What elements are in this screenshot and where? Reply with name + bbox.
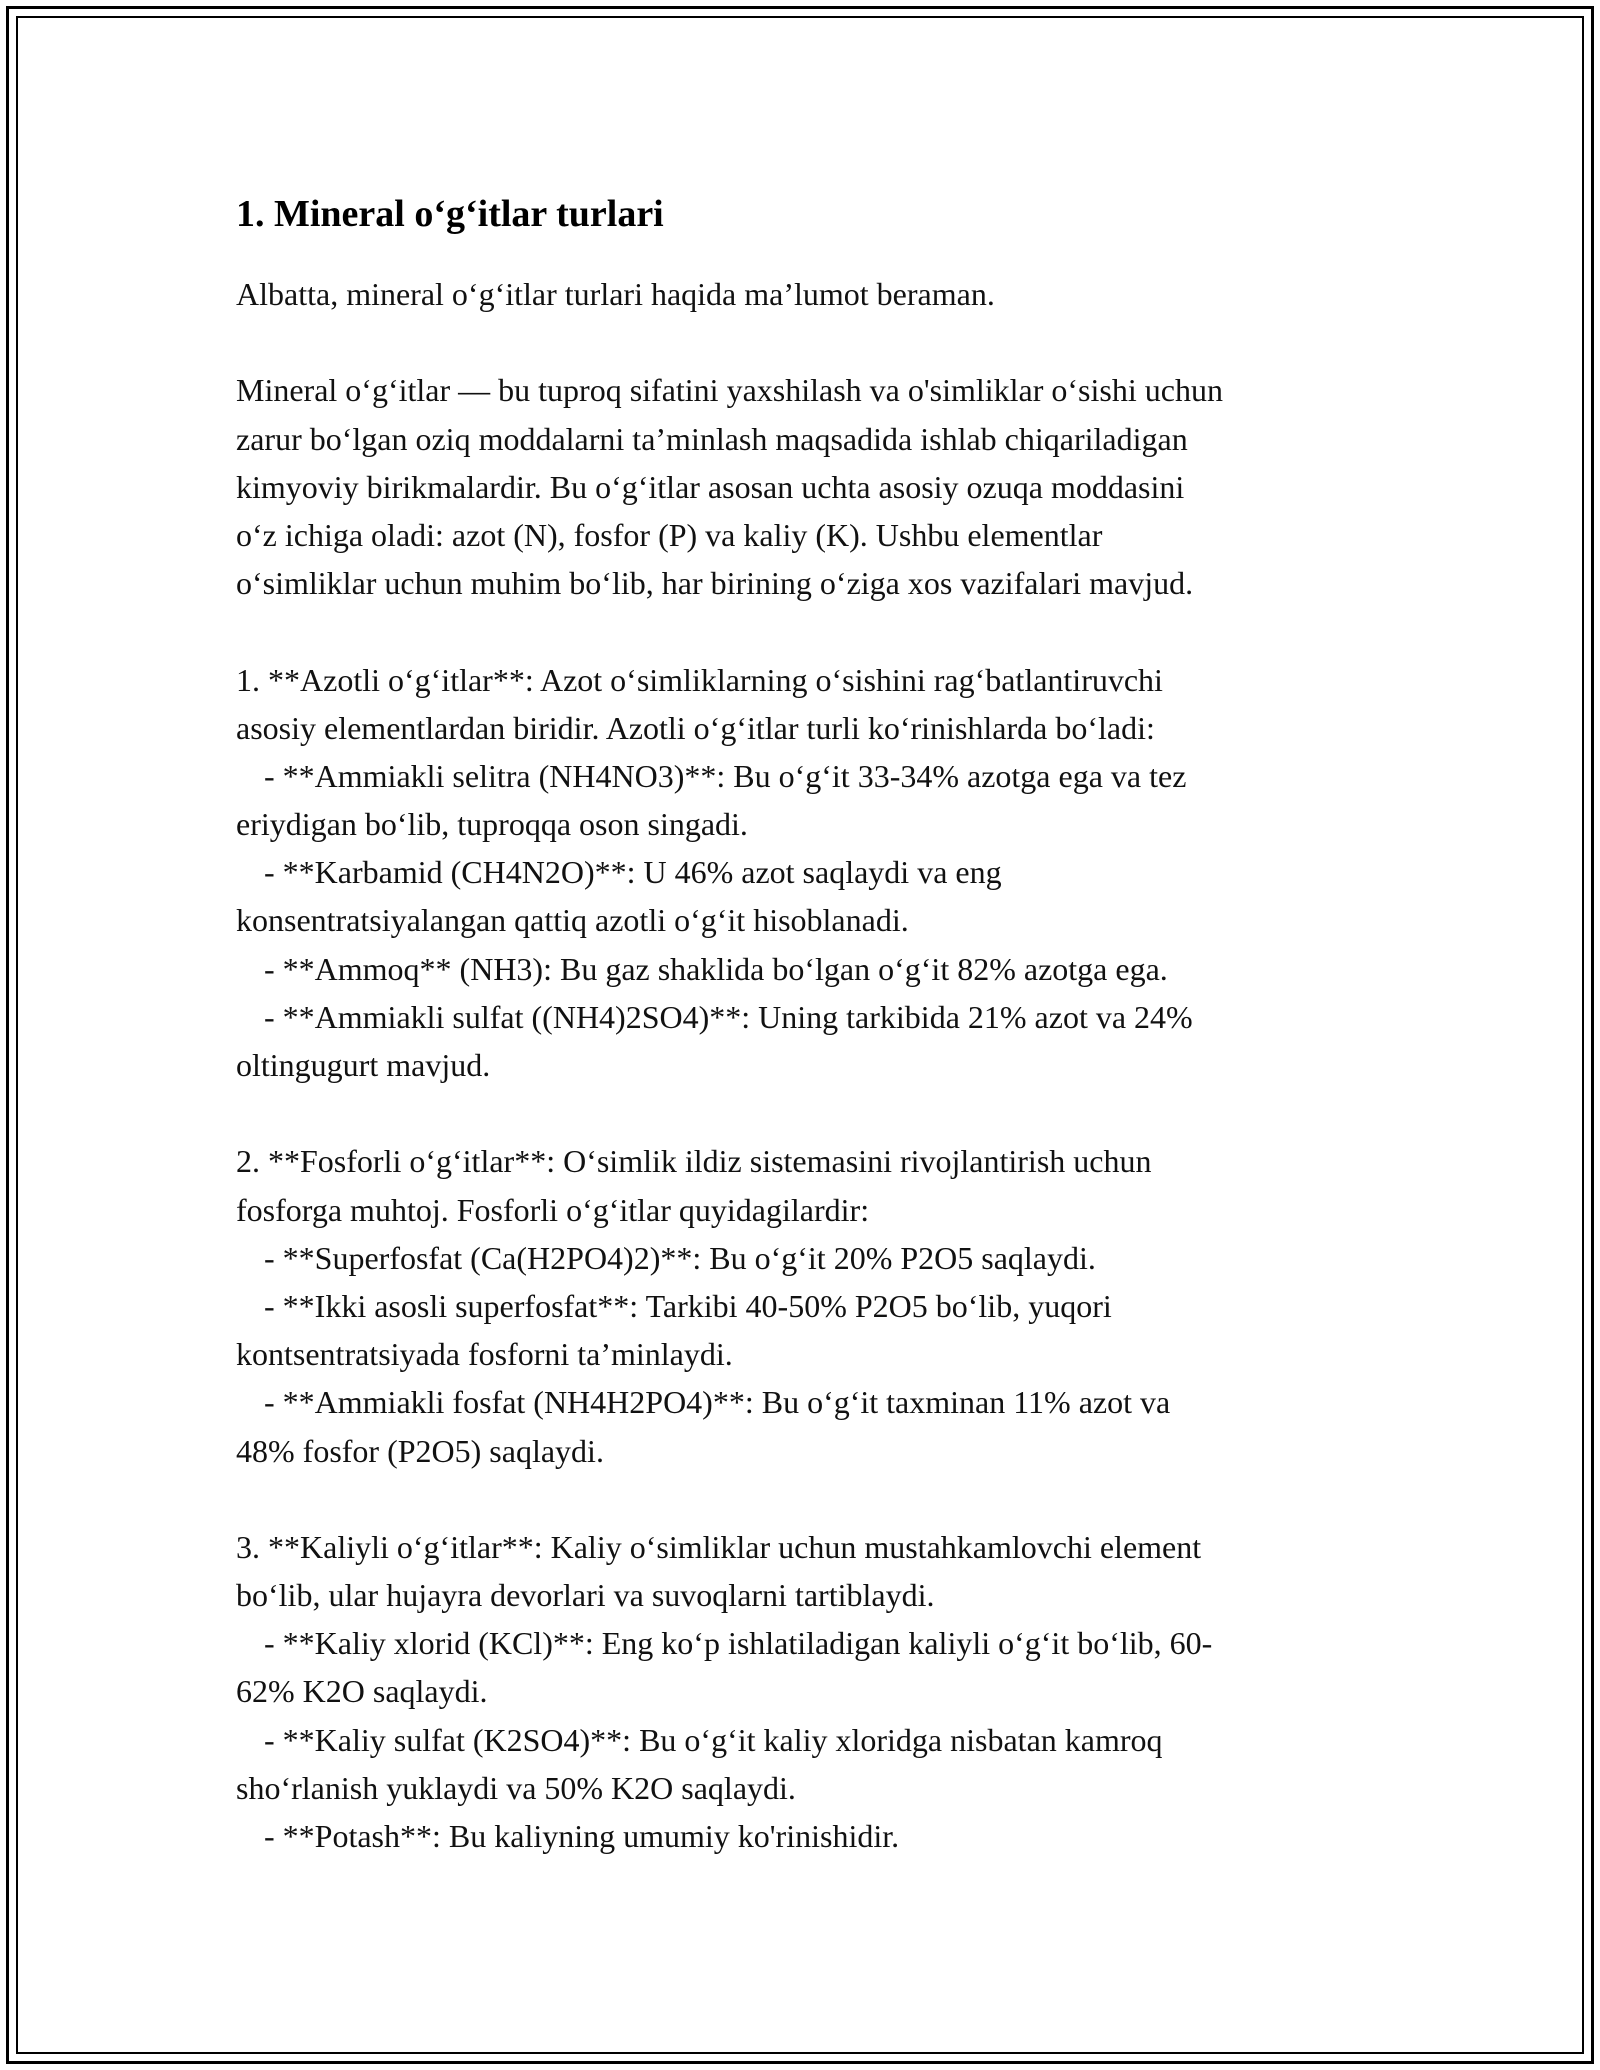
- list-item-line: - **Kaliy sulfat (K2SO4)**: Bu o‘g‘it kaliy xloridga nisbatan kamroq: [264, 1721, 1163, 1758]
- section-potassium-fertilizers: [236, 1523, 1376, 1860]
- section-heading-line: 1. **Azotli o‘g‘itlar**: Azot o‘simliklarning o‘sishini rag‘batlantiruvchi: [236, 661, 1163, 698]
- list-item: [236, 1812, 1376, 1860]
- list-item: [236, 1282, 1376, 1378]
- list-item-line: - **Karbamid (CH4N2O)**: U 46% azot saqlaydi va eng: [264, 854, 1002, 891]
- section-phosphorus-fertilizers: [236, 1137, 1376, 1474]
- section-heading-line: bo‘lib, ular hujayra devorlari va suvoqlarni tartiblaydi.: [236, 1577, 935, 1614]
- paragraph-line: zarur bo‘lgan oziq moddalarni ta’minlash maqsadida ishlab chiqariladigan: [236, 420, 1188, 457]
- list-item-line: 48% fosfor (P2O5) saqlaydi.: [236, 1432, 604, 1469]
- list-item: [236, 1619, 1376, 1715]
- list-item-line: konsentratsiyalangan qattiq azotli o‘g‘it hisoblanadi.: [236, 902, 909, 939]
- list-item: [236, 1716, 1376, 1812]
- list-item-line: - **Potash**: Bu kaliyning umumiy ko'rinishidir.: [264, 1818, 900, 1854]
- list-item-line: - **Ammiakli sulfat ((NH4)2SO4)**: Uning tarkibida 21% azot va 24%: [264, 998, 1193, 1035]
- section-heading-line: fosforga muhtoj. Fosforli o‘g‘itlar quyidagilardir:: [236, 1191, 870, 1228]
- list-item: [236, 752, 1376, 848]
- list-item-line: - **Ammiakli fosfat (NH4H2PO4)**: Bu o‘g‘it taxminan 11% azot va: [264, 1384, 1171, 1421]
- list-item-line: eriydigan bo‘lib, tuproqqa oson singadi.: [236, 806, 748, 843]
- list-item-line: - **Kaliy xlorid (KCl)**: Eng ko‘p ishlatiladigan kaliyli o‘g‘it bo‘lib, 60-: [264, 1625, 1213, 1662]
- paragraph-gap: [236, 1089, 1376, 1137]
- list-item: [236, 1234, 1376, 1282]
- list-item-line: kontsentratsiyada fosforni ta’minlaydi.: [236, 1336, 733, 1373]
- section-heading-line: 2. **Fosforli o‘g‘itlar**: O‘simlik ildiz sistemasini rivojlantirish uchun: [236, 1143, 1152, 1180]
- document-title: 1. Mineral o‘g‘itlar turlari: [236, 193, 664, 235]
- paragraph-line: Mineral o‘g‘itlar — bu tuproq sifatini yaxshilash va o'simliklar o‘sishi uchun: [236, 372, 1223, 409]
- section-nitrogen-fertilizers: [236, 656, 1376, 1090]
- list-item-line: - **Ikki asosli superfosfat**: Tarkibi 40-50% P2O5 bo‘lib, yuqori: [264, 1287, 1112, 1324]
- list-item-line: - **Ammiakli selitra (NH4NO3)**: Bu o‘g‘it 33-34% azotga ega va tez: [264, 757, 1187, 794]
- intro-line: Albatta, mineral o‘g‘itlar turlari haqida ma’lumot beraman.: [236, 276, 995, 312]
- list-item: [236, 1378, 1376, 1474]
- list-item-line: 62% K2O saqlaydi.: [236, 1673, 488, 1710]
- paragraph-line: o‘simliklar uchun muhim bo‘lib, har birining o‘ziga xos vazifalari mavjud.: [236, 565, 1194, 602]
- document-page: [236, 188, 1376, 1860]
- paragraph-gap: [236, 1475, 1376, 1523]
- paragraph-gap: [236, 318, 1376, 366]
- paragraph-gap: [236, 607, 1376, 655]
- list-item: [236, 993, 1376, 1089]
- section-heading-line: asosiy elementlardan biridir. Azotli o‘g‘itlar turli ko‘rinishlarda bo‘ladi:: [236, 709, 1155, 746]
- list-item-line: sho‘rlanish yuklaydi va 50% K2O saqlaydi.: [236, 1769, 796, 1806]
- list-item-line: oltingugurt mavjud.: [236, 1047, 491, 1083]
- paragraph-line: kimyoviy birikmalardir. Bu o‘g‘itlar asosan uchta asosiy ozuqa moddasini: [236, 468, 1185, 505]
- intro-paragraph: [236, 366, 1376, 607]
- list-item-line: - **Superfosfat (Ca(H2PO4)2)**: Bu o‘g‘it 20% P2O5 saqlaydi.: [264, 1239, 1096, 1276]
- list-item-line: - **Ammoq** (NH3): Bu gaz shaklida bo‘lgan o‘g‘it 82% azotga ega.: [264, 950, 1168, 987]
- section-heading-line: 3. **Kaliyli o‘g‘itlar**: Kaliy o‘simliklar uchun mustahkamlovchi element: [236, 1528, 1202, 1565]
- list-item: [236, 848, 1376, 944]
- paragraph-line: o‘z ichiga oladi: azot (N), fosfor (P) va kaliy (K). Ushbu elementlar: [236, 516, 1103, 553]
- list-item: [236, 945, 1376, 993]
